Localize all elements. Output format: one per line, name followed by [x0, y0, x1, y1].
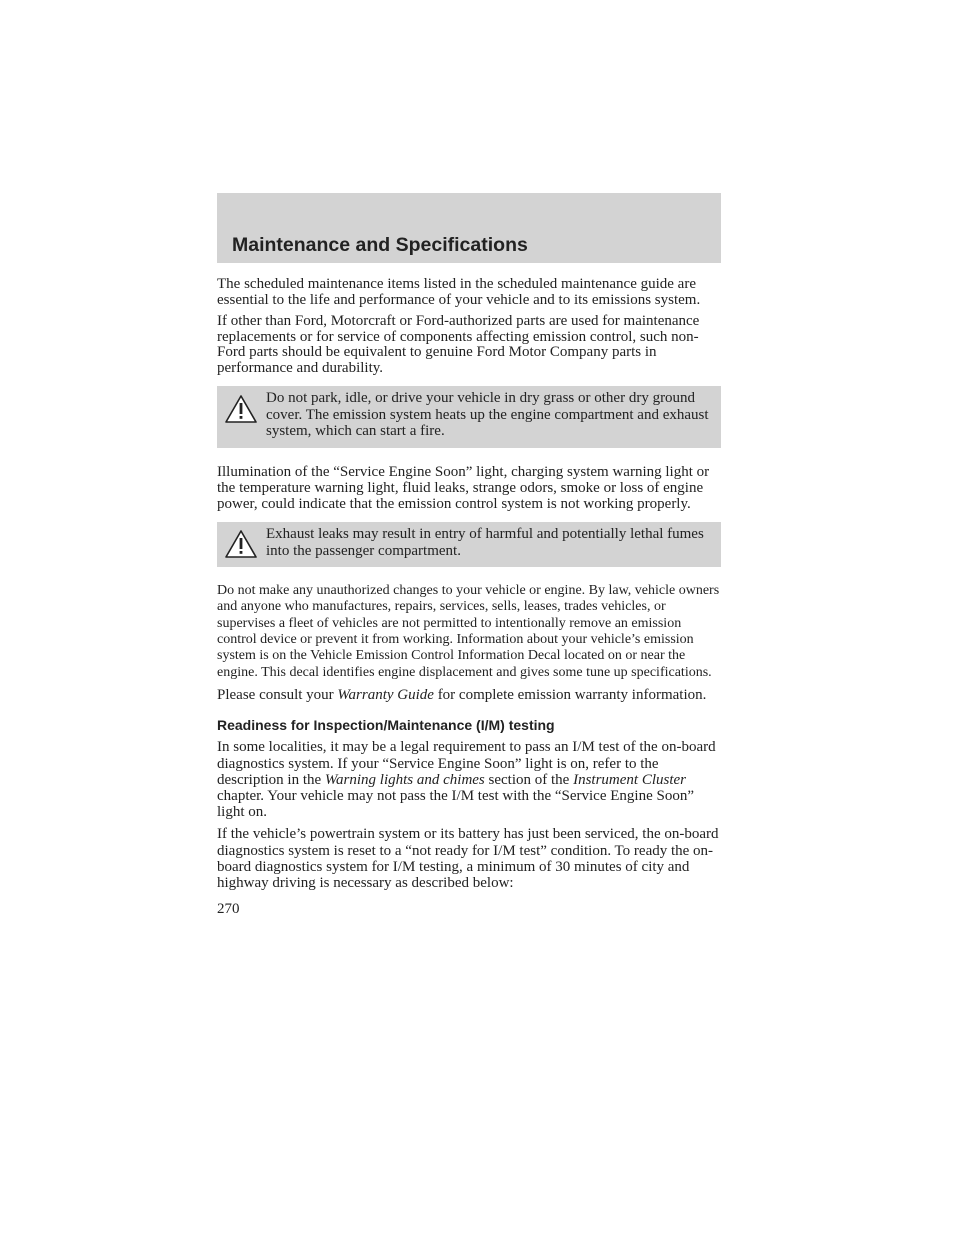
instrument-cluster-reference: Instrument Cluster — [573, 771, 687, 788]
warning-lights-reference: Warning lights and chimes — [324, 771, 485, 788]
page-number: 270 — [217, 901, 240, 918]
readiness-subheading: Readiness for Inspection/Maintenance (I/M) testing — [217, 717, 555, 734]
intro-paragraph: The scheduled maintenance items listed in the scheduled maintenance guide are essential to the life and performance of your vehicle and to its emissions system. — [217, 276, 701, 308]
warranty-text-after: for complete emission warranty information. — [433, 686, 707, 703]
exhaust-warning-box — [217, 522, 721, 567]
im-test-paragraph — [217, 739, 721, 820]
exhaust-warning-text: Exhaust leaks may result in entry of harmful and potentially lethal fumes into the passenger compartment. — [266, 526, 704, 559]
illumination-paragraph: Illumination of the “Service Engine Soon” light, charging system warning light or the temperature warning light, fluid leaks, strange odors, smoke or loss of engine power, could indicate that the emission control system is not working properly. — [217, 463, 710, 512]
section-title: Maintenance and Specifications — [232, 234, 528, 256]
im-text-part3: chapter. Your vehicle may not pass the I/M test with the “Service Engine Soon” light on. — [217, 788, 694, 821]
warning-triangle-icon — [224, 394, 258, 424]
manual-page — [217, 193, 721, 918]
warranty-guide-title: Warranty Guide — [337, 686, 434, 703]
fire-warning-box — [217, 386, 721, 448]
unauthorized-changes-paragraph: Do not make any unauthorized changes to your vehicle or engine. By law, vehicle owners and anyone who manufactures, repairs, services, sells, leases, trades vehicles, or supervises a fleet of vehicles are not permitted to intentionally remove an emission control device or prevent it from working. Information about your vehicle’s emission system is on the Vehicle Emission Control Information Decal located on or near the engine. This decal identifies engine displacement and gives some tune up specifications. — [217, 583, 720, 680]
parts-paragraph: If other than Ford, Motorcraft or Ford-authorized parts are used for maintenance replacements or for service of components affecting emission control, such non-Ford parts should be equivalent to genuine Ford Motor Company parts in performance and durability. — [217, 313, 700, 376]
im-text-part1: In some localities, it may be a legal requirement to pass an I/M test of the on-board diagnostics system. If your “Service Engine Soon” light is on, refer to the description in the — [217, 739, 716, 788]
warning-triangle-icon — [224, 529, 258, 559]
im-text-part2: section of the — [484, 771, 574, 788]
section-header — [217, 193, 721, 263]
powertrain-paragraph: If the vehicle’s powertrain system or its battery has just been serviced, the on-board diagnostics system is reset to a “not ready for I/M test” condition. To ready the on-board diagnostics system for I/M testing, a minimum of 30 minutes of city and highway driving is necessary as described below: — [217, 826, 719, 892]
fire-warning-text: Do not park, idle, or drive your vehicle in dry grass or other dry ground cover. The emission system heats up the engine compartment and exhaust system, which can start a fire. — [266, 390, 709, 439]
warranty-paragraph — [217, 688, 721, 704]
warranty-text-before: Please consult your — [217, 686, 338, 703]
